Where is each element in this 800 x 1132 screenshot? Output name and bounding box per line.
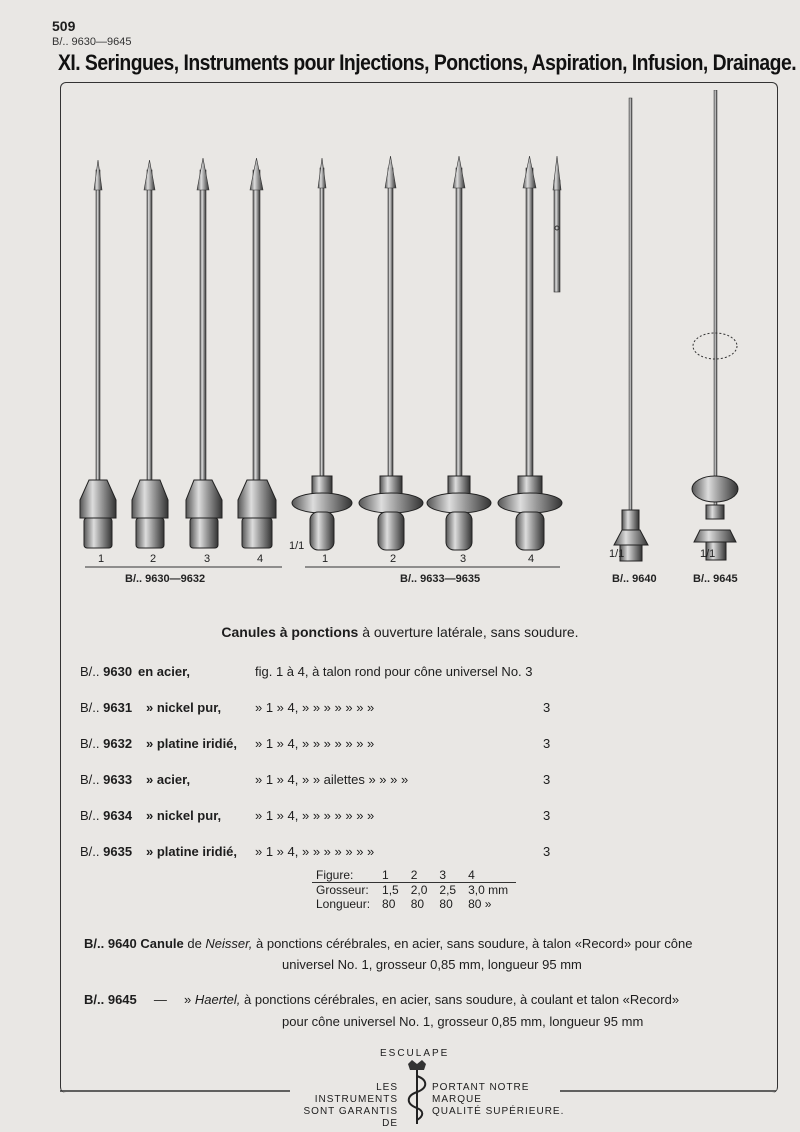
- table-cell: Grosseur:: [316, 883, 369, 897]
- page-title: XI. Seringues, Instruments pour Injections, Ponctions, Aspiration, Infusion, Drainage.: [58, 50, 797, 75]
- code-prefix: B/..: [80, 736, 104, 751]
- product-row: [0, 844, 800, 866]
- footer-text: LES INSTRUMENTS: [314, 1082, 398, 1105]
- cone-number: 3: [543, 772, 551, 787]
- footer-right: [432, 1082, 572, 1118]
- needle-9633-2: [359, 156, 423, 550]
- code: 9630: [103, 664, 133, 679]
- description: » 1 » 4, » » ailettes » » » »: [255, 772, 409, 787]
- item-text: à ponctions cérébrales, en acier, sans soudure, à talon «Record» pour cône: [252, 936, 693, 951]
- material: en acier,: [138, 664, 191, 679]
- description: » 1 » 4, » » » » » » »: [255, 700, 375, 715]
- material: » acier,: [146, 772, 191, 787]
- table-cell: 80: [382, 897, 396, 911]
- page-range: B/.. 9630—9645: [52, 36, 132, 48]
- table-cell: 4: [464, 868, 516, 883]
- material: » nickel pur,: [146, 700, 222, 715]
- table-cell: 2,5: [439, 883, 457, 897]
- table-cell: 3: [435, 868, 464, 883]
- footer-rule: [60, 1090, 776, 1094]
- figure-caption: B/.. 9630—9632: [125, 573, 206, 585]
- footer-left: [298, 1082, 398, 1130]
- material: » platine iridié,: [146, 844, 238, 859]
- item-text: »: [180, 992, 195, 1007]
- fig-number: 3: [204, 553, 211, 565]
- item-person: Neisser,: [205, 936, 253, 951]
- needle-illustration: [60, 90, 760, 610]
- needle-9633-3: [427, 156, 491, 550]
- code-prefix: B/..: [80, 844, 104, 859]
- needle-9633-1: [292, 158, 352, 550]
- fig-number: 2: [150, 553, 157, 565]
- table-row: [312, 897, 516, 911]
- section-title-rest: à ouverture latérale, sans soudure.: [358, 624, 579, 640]
- cone-number: 3: [543, 844, 551, 859]
- section-title: [0, 624, 800, 640]
- scale-fraction: 1/1: [289, 540, 305, 552]
- table-cell: Longueur:: [316, 897, 371, 911]
- needle-9633-4: [498, 156, 562, 550]
- fig-number: 3: [460, 553, 467, 565]
- table-cell: 1,5: [382, 883, 399, 897]
- table-cell: 2: [407, 868, 436, 883]
- code: 9635: [103, 844, 133, 859]
- needle-tip-detail: [553, 156, 561, 292]
- code-prefix: B/..: [80, 772, 104, 787]
- item-person: Haertel,: [194, 992, 241, 1007]
- footer-text: PORTANT NOTRE MARQUE: [432, 1082, 530, 1105]
- needle-9630-3: [186, 158, 222, 548]
- fig-number: 4: [528, 553, 535, 565]
- scale-fraction: 1/1: [609, 548, 625, 560]
- description: » 1 » 4, » » » » » » »: [255, 808, 375, 823]
- footer-text: QUALITÉ SUPÉRIEURE.: [432, 1106, 565, 1117]
- footer-text: SONT GARANTIS DE: [303, 1106, 398, 1129]
- item-9645-line2: pour cône universel No. 1, grosseur 0,85 mm, longueur 95 mm: [282, 1014, 644, 1029]
- product-row: [0, 808, 800, 830]
- product-row: [0, 700, 800, 722]
- item-text: à ponctions cérébrales, en acier, sans soudure, à coulant et talon «Record»: [240, 992, 680, 1007]
- table-row: [312, 868, 516, 883]
- page-number: 509: [52, 18, 76, 34]
- item-text: de: [183, 936, 206, 951]
- figure-caption: B/.. 9640: [612, 573, 657, 585]
- description: fig. 1 à 4, à talon rond pour cône universel No. 3: [255, 664, 533, 679]
- dimensions-table: [312, 868, 516, 911]
- table-cell: 80 »: [468, 897, 492, 911]
- code: 9632: [103, 736, 133, 751]
- scale-fraction: 1/1: [700, 548, 716, 560]
- code-prefix: B/..: [80, 700, 104, 715]
- needle-9630-1: [80, 160, 116, 548]
- fig-number: 4: [257, 553, 264, 565]
- table-cell: Figure:: [312, 868, 378, 883]
- product-row: [0, 664, 800, 686]
- item-name: Canule: [140, 936, 184, 951]
- needle-9640: [614, 98, 648, 561]
- needle-9630-4: [238, 158, 276, 548]
- item-9645: [84, 990, 774, 1010]
- fig-number: 2: [390, 553, 397, 565]
- code: 9631: [103, 700, 133, 715]
- needle-9645: [692, 90, 738, 560]
- code-prefix: B/..: [80, 808, 104, 823]
- fig-number: 1: [98, 553, 105, 565]
- item-code: B/.. 9640: [84, 936, 137, 951]
- cone-number: 3: [543, 700, 551, 715]
- material: » nickel pur,: [146, 808, 222, 823]
- product-row: [0, 736, 800, 758]
- cone-number: 3: [543, 808, 551, 823]
- section-title-bold: Canules à ponctions: [221, 624, 359, 640]
- figure-caption: B/.. 9633—9635: [400, 573, 481, 585]
- table-cell: 3,0 mm: [468, 883, 509, 897]
- item-code: B/.. 9645: [84, 992, 137, 1007]
- material: » platine iridié,: [146, 736, 238, 751]
- figure-caption: B/.. 9645: [693, 573, 738, 585]
- fig-number: 1: [322, 553, 329, 565]
- item-9640: [84, 934, 774, 954]
- description: » 1 » 4, » » » » » » »: [255, 736, 375, 751]
- code: 9634: [103, 808, 133, 823]
- cone-number: 3: [543, 736, 551, 751]
- product-row: [0, 772, 800, 794]
- table-row: [312, 883, 516, 898]
- code-prefix: B/..: [80, 664, 104, 679]
- footer-arc-text: ESCULAPE: [380, 1048, 450, 1059]
- code: 9633: [103, 772, 133, 787]
- table-cell: 1: [378, 868, 407, 883]
- table-cell: 2,0: [410, 883, 428, 897]
- item-name: —: [153, 992, 167, 1007]
- item-9640-line2: universel No. 1, grosseur 0,85 mm, longueur 95 mm: [282, 957, 582, 972]
- table-cell: 80: [439, 897, 453, 911]
- needle-9630-2: [132, 160, 168, 548]
- table-cell: 80: [410, 897, 425, 911]
- description: » 1 » 4, » » » » » » »: [255, 844, 375, 859]
